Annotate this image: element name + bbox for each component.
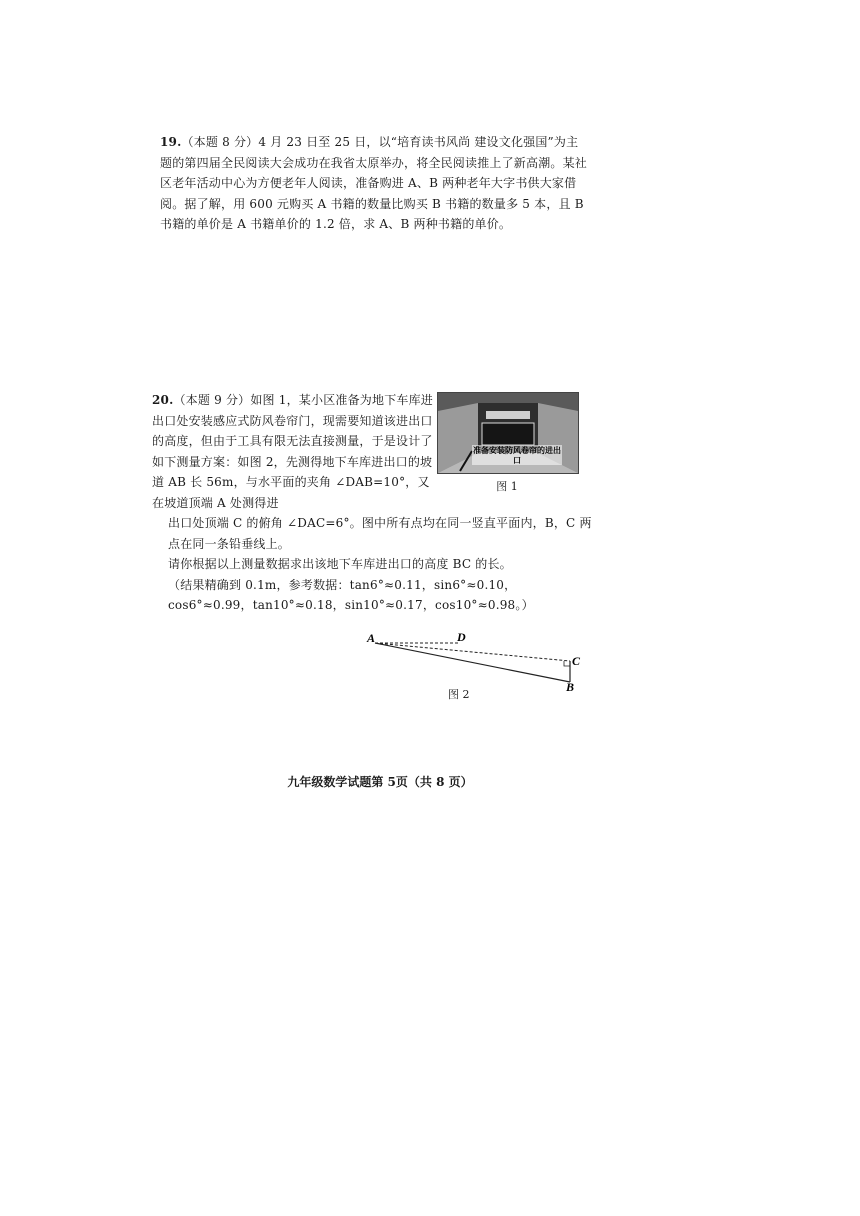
photo-label: 准备安装防风卷帘的进出口 — [473, 445, 561, 465]
figure-2-caption: 图 2 — [448, 688, 470, 701]
figure-1-caption: 图 1 — [496, 480, 518, 493]
figure-1 — [437, 392, 577, 500]
point-d-label: D — [457, 630, 466, 644]
problem-20-text-full: 出口处顶端 C 的俯角 ∠DAC=6°。图中所有点均在同一竖直平面内，B，C 两点在同一条铅垂线上。 — [168, 516, 592, 551]
problem-20-hint: （结果精确到 0.1m，参考数据：tan6°≈0.11，sin6°≈0.10，cos6°≈0.99，tan10°≈0.18，sin10°≈0.17，cos10°≈0.98。） — [168, 577, 534, 612]
problem-19-number: 19. — [160, 135, 182, 149]
problem-20-number: 20. — [152, 393, 174, 407]
garage-entrance-photo — [437, 392, 579, 474]
problem-20-question: 请你根据以上测量数据求出该地下车库进出口的高度 BC 的长。 — [168, 557, 512, 571]
segment-ab — [375, 643, 570, 682]
segment-ac — [375, 643, 570, 661]
problem-20-text-wrapped: （本题 9 分）如图 1，某小区准备为地下车库进出口处安装感应式防风卷帘门，现需要知道该进出口的高度，但由于工具有限无法直接测量，于是设计了如下测量方案：如图 2，先测得地下车库进出口的坡道 AB 长 56m，与水平面的夹角 ∠DAB=10°，又在坡道顶端 A 处测得进 — [152, 393, 433, 510]
page-footer — [0, 773, 760, 790]
problem-19-text: （本题 8 分）4 月 23 日至 25 日，以“培育读书风尚 建设文化强国”为主题的第四届全民阅读大会成功在我省太原举办，将全民阅读推上了新高潮。某社区老年活动中心为方便老年人阅读，准备购进 A、B 两种老年大字书供大家借阅。据了解，用 600 元购买 A 书籍的数量比购买 B 书籍的数量多 5 本，且 B 书籍的单价是 A 书籍单价的 1.2 倍，求 A、B 两种书籍的单价。 — [160, 135, 588, 231]
page-footer-text: 九年级数学试题第 5页（共 8 页） — [287, 775, 473, 789]
point-c-label: C — [572, 654, 581, 668]
point-a-label: A — [367, 631, 376, 645]
figure-2-diagram — [365, 625, 595, 705]
problem-19 — [160, 132, 590, 235]
right-angle-mark — [564, 661, 570, 666]
point-b-label: B — [566, 680, 575, 694]
